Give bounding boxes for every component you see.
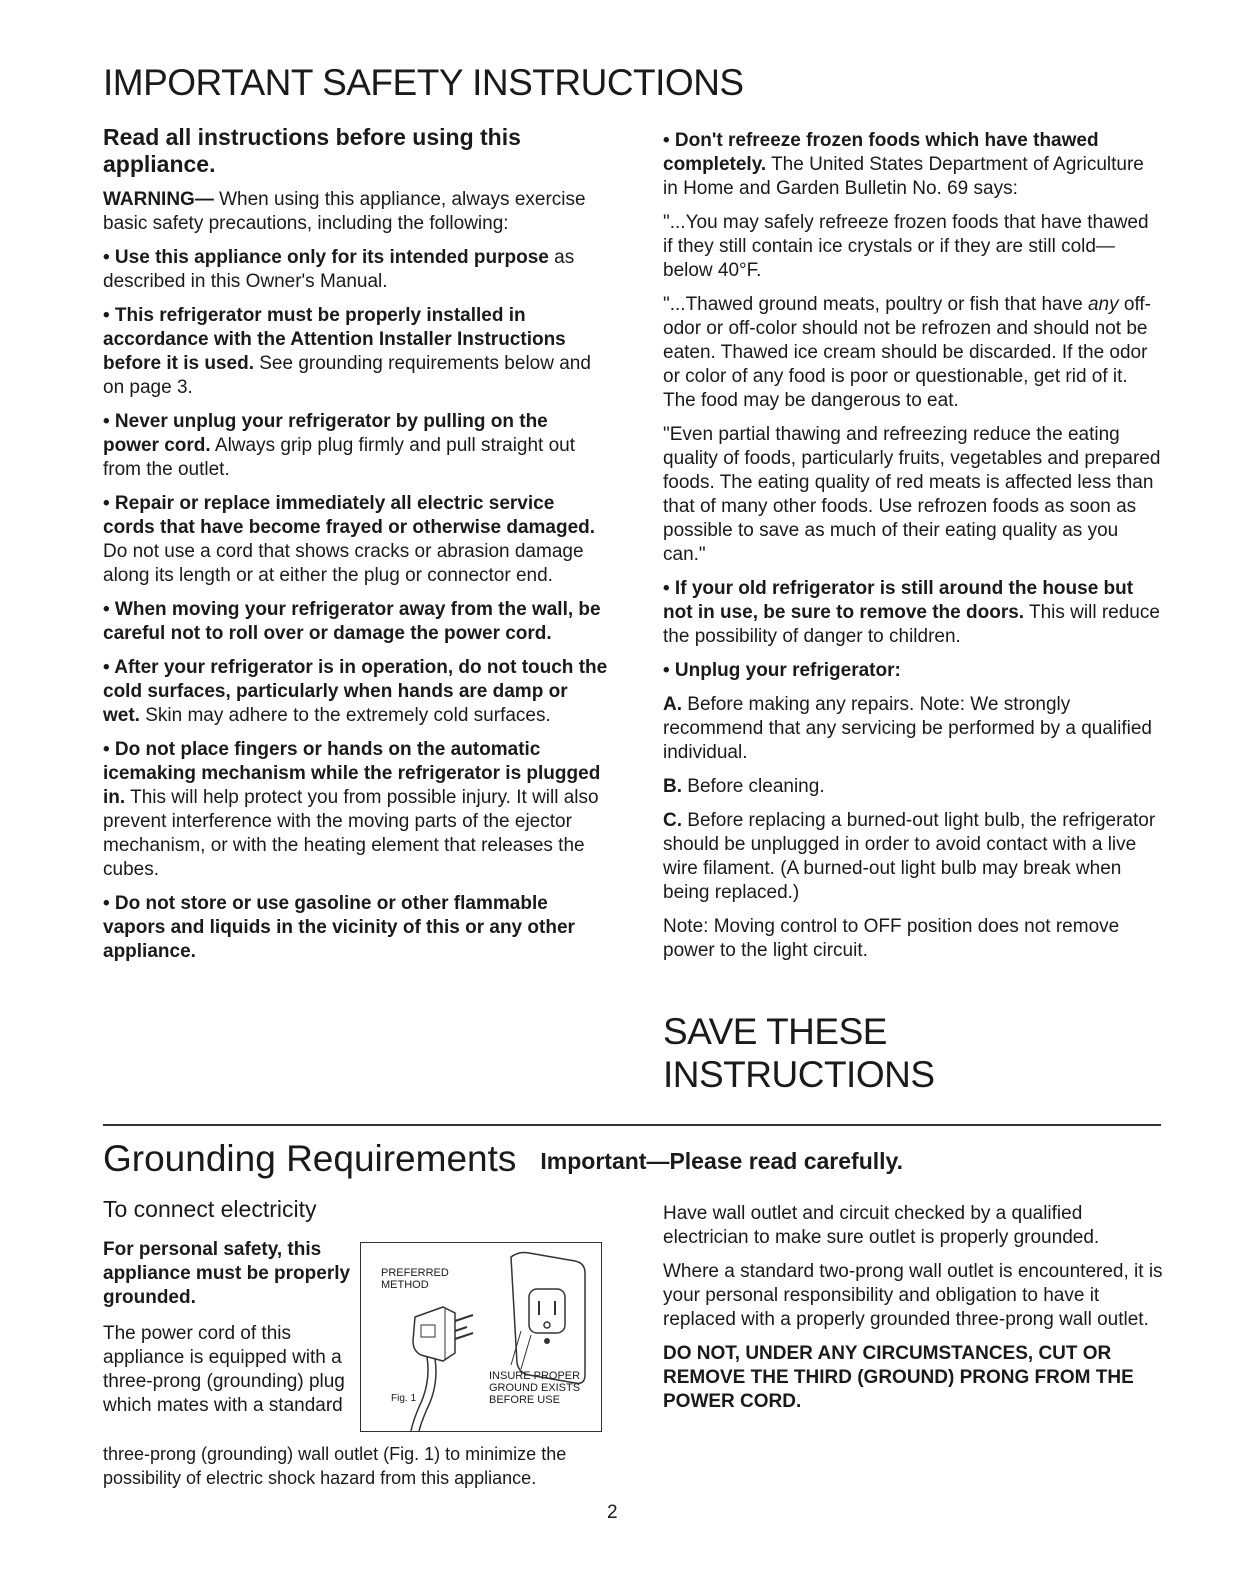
quote-paragraph [663, 293, 1163, 413]
ground-prong-warning: DO NOT, UNDER ANY CIRCUMSTANCES, CUT OR REMOVE THE THIRD (GROUND) PRONG FROM THE POWER CORD. [663, 1343, 1134, 1412]
unplug-item-letter: A. [663, 694, 682, 715]
safety-item [103, 738, 608, 882]
safety-item [103, 656, 608, 728]
unplug-item-text: Before replacing a burned-out light bulb, the refrigerator should be unplugged in order to avoid contact with a live wire filament. (A burned-out light bulb may break when being replaced.) [663, 810, 1156, 903]
insure-ground-label: INSURE PROPER GROUND EXISTS BEFORE USE [489, 1370, 581, 1406]
unplug-heading-text: • Unplug your refrigerator: [663, 660, 901, 681]
figure-number-label: Fig. 1 [391, 1393, 417, 1404]
safety-item [103, 246, 608, 294]
unplug-item [663, 775, 1163, 799]
safety-item-bold: • After your refrigerator is in operation, do not touch the cold surfaces, particularly when hands are damp or wet. [103, 657, 608, 726]
unplug-item-letter: B. [663, 776, 682, 797]
light-circuit-note: Note: Moving control to OFF position does not remove power to the light circuit. [663, 916, 1120, 961]
section-divider [103, 1124, 1161, 1126]
warning-label: WARNING— [103, 189, 214, 210]
safety-item [103, 304, 608, 400]
unplug-heading [663, 659, 1163, 683]
safety-item-text: This will help protect you from possible injury. It will also prevent interference with the moving parts of the ejector mechanism, or with the heating element that releases the cubes. [103, 787, 599, 880]
quote-text: "...Thawed ground meats, poultry or fish that have [663, 294, 1088, 315]
safety-item-bold: • Never unplug your refrigerator by pulling on the power cord. [103, 411, 548, 456]
refreeze-bold: • Don't refreeze frozen foods which have thawed completely. [663, 130, 1099, 175]
unplug-item-text: Before cleaning. [682, 776, 825, 797]
safety-item [103, 892, 608, 964]
preferred-method-label: PREFERRED METHOD [381, 1267, 449, 1291]
safety-item-bold: • Do not store or use gasoline or other flammable vapors and liquids in the vicinity of this or any other appliance. [103, 893, 575, 962]
safety-item-bold: • When moving your refrigerator away from the wall, be careful not to roll over or damage the power cord. [103, 599, 601, 644]
safety-item-text: Do not use a cord that shows cracks or abrasion damage along its length or at either the plug or connector end. [103, 541, 584, 586]
personal-safety-text: For personal safety, this appliance must be properly grounded. [103, 1239, 351, 1308]
unplug-item [663, 809, 1163, 905]
refreeze-text: The United States Department of Agriculture in Home and Garden Bulletin No. 69 says: [663, 154, 1144, 199]
power-cord-text-part1: The power cord of this appliance is equipped with a three-prong (grounding) plug which mates with a standard [103, 1323, 345, 1416]
page-title: IMPORTANT SAFETY INSTRUCTIONS [103, 62, 744, 103]
safety-item [103, 492, 608, 588]
grounding-heading [103, 1138, 903, 1181]
old-refrigerator-paragraph [663, 577, 1163, 649]
safety-item-bold: • Repair or replace immediately all electric service cords that have become frayed or otherwise damaged. [103, 493, 596, 538]
left-column [103, 124, 608, 974]
unplug-item [663, 693, 1163, 765]
quote-paragraph: "Even partial thawing and refreezing reduce the eating quality of foods, particularly fruits, vegetables and prepared foods. The eating quality of red meats is affected less than that of many other foods. Use refrozen foods as soon as possible to save as much of their eating quality as you can." [663, 424, 1161, 565]
page-number: 2 [607, 1502, 618, 1523]
safety-item-text: Skin may adhere to the extremely cold surfaces. [139, 705, 551, 726]
safety-item-bold: • Use this appliance only for its intended purpose [103, 247, 549, 268]
read-instructions-heading: Read all instructions before using this appliance. [103, 124, 521, 177]
quote-text: off-odor or off-color should not be refrozen and should not be eaten. Thawed ice cream should be discarded. If the odor or color of any food is poor or questionable, get rid of it. The food may be dangerous to eat. [663, 294, 1151, 411]
power-cord-text-part2: three-prong (grounding) wall outlet (Fig. 1) to minimize the possibility of electric shock hazard from this appliance. [103, 1444, 567, 1488]
safety-item [103, 410, 608, 482]
unplug-item-text: Before making any repairs. Note: We strongly recommend that any servicing be performed by a qualified individual. [663, 694, 1152, 763]
safety-item [103, 598, 608, 646]
warning-text: When using this appliance, always exercise basic safety precautions, including the following: [103, 189, 586, 234]
right-column [663, 129, 1163, 1096]
safety-item-text: Always grip plug firmly and pull straight out from the outlet. [103, 435, 576, 480]
warning-paragraph [103, 188, 608, 236]
safety-item-bold: • This refrigerator must be properly installed in accordance with the Attention Installer Instructions before it is used. [103, 305, 566, 374]
old-refrigerator-bold: • If your old refrigerator is still around the house but not in use, be sure to remove the doors. [663, 578, 1134, 623]
quote-emphasis: any [1087, 294, 1119, 315]
grounding-subtitle: Important—Please read carefully. [540, 1148, 904, 1174]
connect-electricity-heading: To connect electricity [103, 1196, 317, 1222]
unplug-item-letter: C. [663, 810, 682, 831]
grounding-figure [360, 1242, 602, 1432]
refreeze-paragraph [663, 129, 1163, 201]
grounding-title: Grounding Requirements [103, 1138, 517, 1179]
quote-paragraph: "...You may safely refreeze frozen foods that have thawed if they still contain ice crystals or if they are still cold—below 40°F. [663, 212, 1149, 281]
two-prong-text: Where a standard two-prong wall outlet is encountered, it is your personal responsibility and obligation to have it replaced with a properly grounded three-prong wall outlet. [663, 1261, 1163, 1330]
safety-item-text: See grounding requirements below and on page 3. [103, 353, 591, 398]
safety-item-text: as described in this Owner's Manual. [103, 247, 575, 292]
outlet-check-text: Have wall outlet and circuit checked by a qualified electrician to make sure outlet is properly grounded. [663, 1203, 1100, 1248]
old-refrigerator-text: This will reduce the possibility of danger to children. [663, 602, 1160, 647]
safety-item-bold: • Do not place fingers or hands on the automatic icemaking mechanism while the refrigerator is plugged in. [103, 739, 601, 808]
save-instructions-heading: SAVE THESE INSTRUCTIONS [663, 1011, 935, 1095]
grounding-right-column [663, 1202, 1163, 1424]
